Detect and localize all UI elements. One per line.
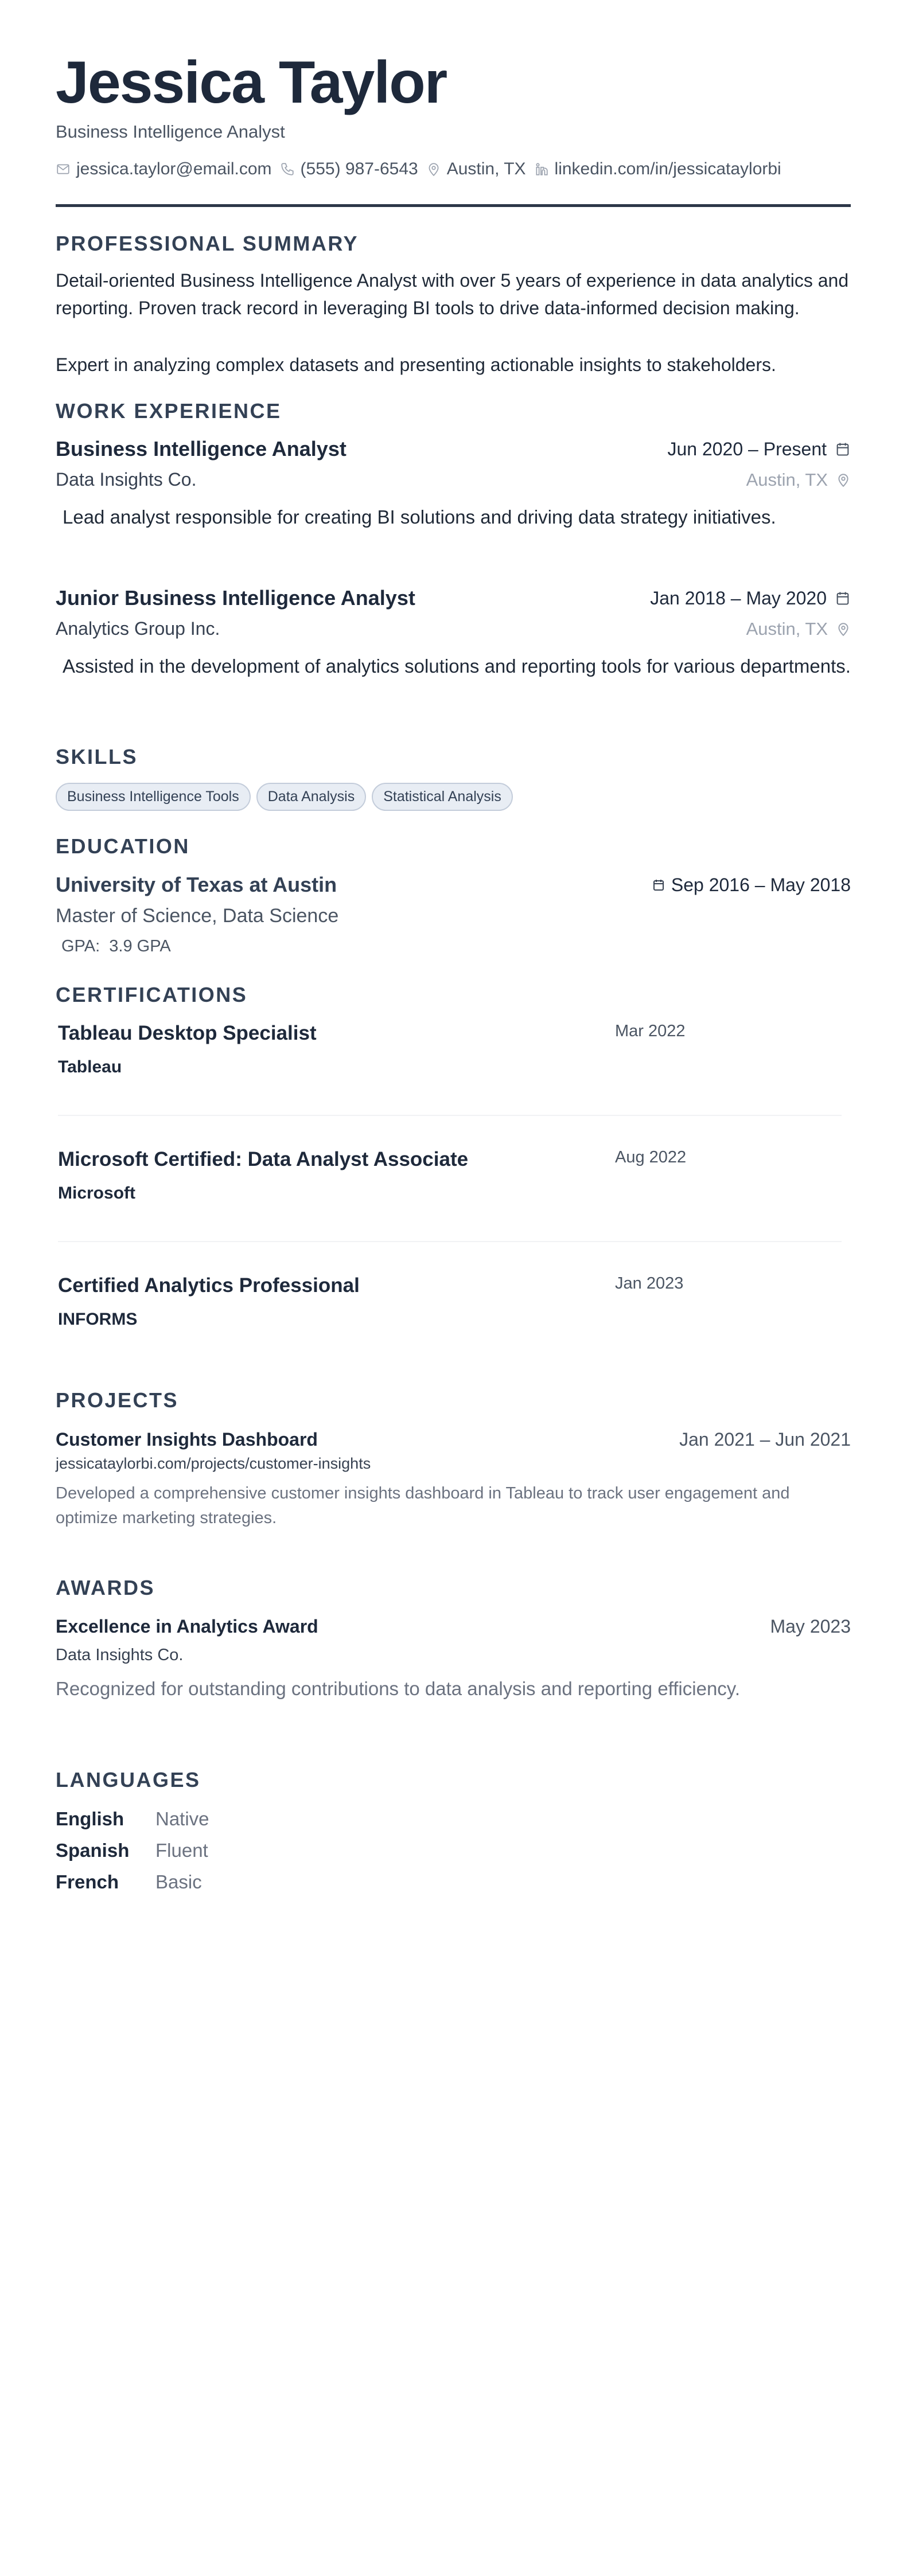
language-item	[56, 1871, 202, 1893]
certification-divider	[58, 1115, 842, 1116]
section-heading-summary: PROFESSIONAL SUMMARY	[56, 232, 359, 255]
project-header	[56, 1429, 851, 1450]
certification-name: Tableau Desktop Specialist	[58, 1022, 317, 1044]
education-header	[56, 873, 851, 897]
gpa-value: 3.9 GPA	[109, 937, 171, 955]
email-text: jessica.taylor@email.com	[76, 159, 272, 178]
certification-date: Mar 2022	[615, 1022, 686, 1040]
language-level: Basic	[155, 1871, 202, 1892]
calendar-icon	[835, 441, 851, 457]
project-description: Developed a comprehensive customer insights dashboard in Tableau to track user engagement and optimize marketing strategies.	[56, 1484, 790, 1527]
job-header	[56, 437, 851, 461]
section-heading-experience: WORK EXPERIENCE	[56, 399, 282, 423]
project-link[interactable]: jessicataylorbi.com/projects/customer-insights	[56, 1455, 371, 1472]
section-heading-projects: PROJECTS	[56, 1388, 179, 1412]
section-heading-skills: SKILLS	[56, 745, 138, 768]
gpa-label: GPA:	[61, 937, 100, 955]
skills-list	[56, 783, 513, 811]
job-description: Assisted in the development of analytics solutions and reporting tools for various departments.	[63, 655, 851, 677]
job-location: Austin, TX	[746, 470, 851, 490]
skill-badge: Data Analysis	[256, 783, 366, 811]
certification-date: Aug 2022	[615, 1148, 687, 1166]
education-dates: Sep 2016 – May 2018	[652, 875, 851, 896]
project-title: Customer Insights Dashboard	[56, 1429, 318, 1450]
language-level: Fluent	[155, 1840, 208, 1861]
award-date: May 2023	[770, 1616, 851, 1637]
map-pin-icon	[836, 622, 851, 637]
section-heading-awards: AWARDS	[56, 1576, 155, 1599]
contact-row	[56, 159, 781, 179]
certification-item	[58, 1148, 851, 1203]
job-dates: Jan 2018 – May 2020	[650, 588, 851, 609]
phone-text: (555) 987-6543	[300, 159, 418, 178]
contact-email[interactable]	[56, 159, 272, 179]
job-description: Lead analyst responsible for creating BI solutions and driving data strategy initiatives.	[63, 506, 776, 528]
job-subheader	[56, 618, 851, 639]
certification-item	[58, 1274, 851, 1329]
candidate-title: Business Intelligence Analyst	[56, 122, 285, 142]
contact-location	[426, 159, 526, 179]
calendar-icon	[652, 878, 665, 892]
award-header	[56, 1616, 851, 1637]
certification-divider	[58, 1241, 842, 1242]
language-name: Spanish	[56, 1840, 130, 1861]
section-heading-education: EDUCATION	[56, 834, 190, 858]
contact-phone[interactable]	[280, 159, 418, 179]
certification-name: Microsoft Certified: Data Analyst Associate	[58, 1148, 469, 1170]
job-title: Junior Business Intelligence Analyst	[56, 586, 415, 610]
job-subheader	[56, 469, 851, 490]
summary-paragraph: Detail-oriented Business Intelligence Analyst with over 5 years of experience in data analytics and reporting. Proven track record in leveraging BI tools to drive data-informed decision making.	[56, 270, 849, 318]
skill-badge: Statistical Analysis	[372, 783, 513, 811]
section-heading-languages: LANGUAGES	[56, 1768, 201, 1792]
candidate-name: Jessica Taylor	[56, 49, 447, 116]
certification-issuer: Tableau	[58, 1057, 122, 1076]
education-school: University of Texas at Austin	[56, 873, 337, 896]
section-heading-certifications: CERTIFICATIONS	[56, 983, 248, 1006]
job-title: Business Intelligence Analyst	[56, 437, 347, 460]
certification-name: Certified Analytics Professional	[58, 1274, 360, 1297]
language-name: French	[56, 1871, 119, 1892]
language-item	[56, 1840, 208, 1861]
certification-item	[58, 1022, 851, 1077]
language-item	[56, 1808, 209, 1830]
header-divider	[56, 204, 851, 207]
language-level: Native	[155, 1808, 209, 1829]
award-title: Excellence in Analytics Award	[56, 1616, 318, 1637]
map-pin-icon	[836, 473, 851, 487]
certification-issuer: Microsoft	[58, 1184, 135, 1203]
location-text: Austin, TX	[446, 159, 526, 178]
certification-date: Jan 2023	[615, 1274, 684, 1293]
language-name: English	[56, 1808, 124, 1829]
linkedin-icon	[534, 162, 549, 177]
award-description: Recognized for outstanding contributions to data analysis and reporting efficiency.	[56, 1678, 741, 1699]
linkedin-text: linkedin.com/in/jessicataylorbi	[554, 159, 781, 178]
map-pin-icon	[426, 162, 441, 177]
calendar-icon	[835, 590, 851, 606]
phone-icon	[280, 162, 295, 177]
job-company: Analytics Group Inc.	[56, 618, 220, 639]
job-company: Data Insights Co.	[56, 469, 197, 490]
contact-linkedin[interactable]	[534, 159, 781, 179]
certification-issuer: INFORMS	[58, 1310, 138, 1329]
job-location: Austin, TX	[746, 619, 851, 639]
job-dates: Jun 2020 – Present	[667, 439, 851, 460]
summary-paragraph: Expert in analyzing complex datasets and presenting actionable insights to stakeholders.	[56, 354, 776, 375]
skill-badge: Business Intelligence Tools	[56, 783, 251, 811]
job-header	[56, 586, 851, 610]
mail-icon	[56, 162, 71, 177]
project-dates: Jan 2021 – Jun 2021	[679, 1429, 851, 1450]
education-gpa	[56, 937, 171, 956]
award-organization: Data Insights Co.	[56, 1646, 184, 1664]
education-degree: Master of Science, Data Science	[56, 905, 339, 927]
